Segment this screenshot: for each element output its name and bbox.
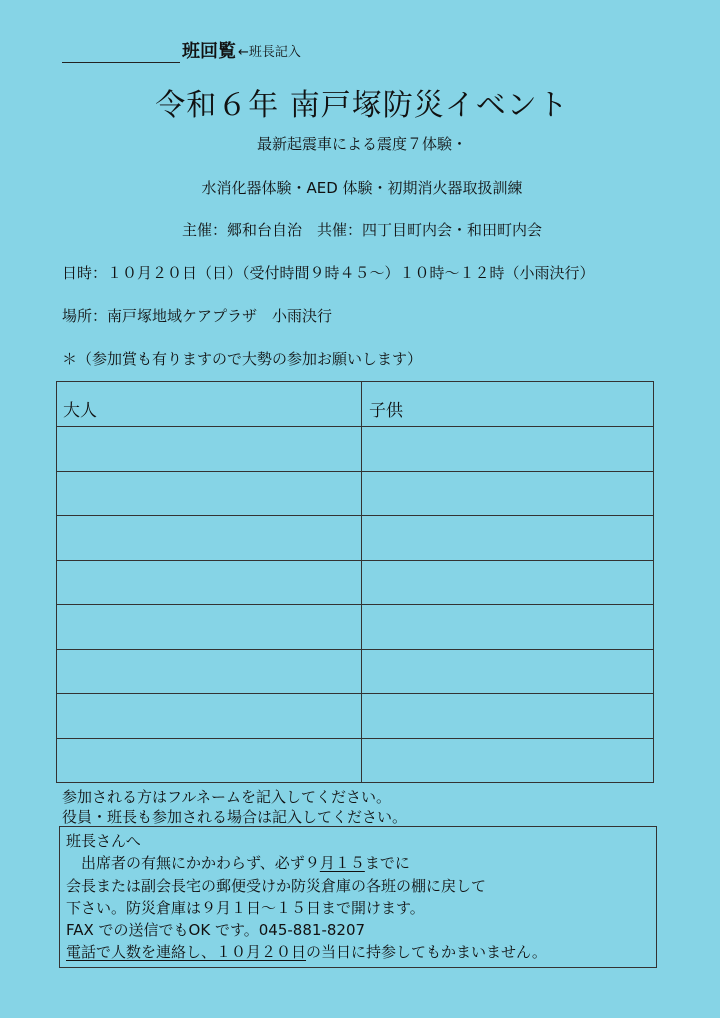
instruction-line-2: 役員・班長も参加される場合は記入してください。: [62, 808, 408, 826]
instruction-line-1: 参加される方はフルネームを記入してください。: [62, 788, 391, 806]
children-column-header: 子供: [369, 401, 403, 421]
event-subtitle-2: 水消化器体験・AED 体験・初期消火器取扱訓練: [201, 179, 523, 197]
notice-line-1: [66, 852, 410, 873]
deadline-date: 月１５: [319, 854, 365, 872]
adults-column-header: 大人: [63, 401, 97, 421]
event-title: 令和６年 南戸塚防災イベント: [155, 88, 569, 123]
table-row-line: [57, 471, 653, 472]
circulation-note: ←班長記入: [238, 45, 301, 60]
table-row-line: [57, 693, 653, 694]
table-row-line: [57, 515, 653, 516]
notice-line-5: [66, 941, 547, 962]
notice-line-2: 会長または副会長宅の郵便受けか防災倉庫の各班の棚に戻して: [66, 877, 487, 895]
notice-line-1-text: 出席者の有無にかかわらず、必ず９: [66, 854, 320, 872]
notice-line-1-end: までに: [364, 854, 410, 872]
table-row-line: [57, 604, 653, 605]
notice-line-5-end: の当日に持参してもかまいません。: [306, 943, 547, 961]
table-row-line: [57, 738, 653, 739]
event-datetime: 日時：１０月２０日（日）（受付時間９時４５～）１０時～１２時（小雨決行）: [62, 264, 595, 282]
column-divider: [361, 382, 362, 782]
table-row-line: [57, 560, 653, 561]
circulation-header: [62, 40, 301, 63]
event-venue: 場所：南戸塚地域ケアプラザ 小雨決行: [62, 307, 333, 325]
event-note: ＊（参加賞も有りますので大勢の参加お願いします）: [62, 350, 423, 368]
group-leader-notice: [59, 826, 657, 968]
circulation-title: 班回覧: [182, 41, 236, 62]
phone-contact-text: 電話で人数を連絡し、１０月２０日: [66, 943, 307, 961]
table-row-line: [57, 649, 653, 650]
table-row-line: [57, 426, 653, 427]
notice-line-4: FAX での送信でもOK です。045-881-8207: [66, 921, 366, 939]
participant-table: [56, 381, 654, 783]
notice-heading: 班長さんへ: [66, 832, 141, 850]
event-organizers: 主催：郷和台自治 共催：四丁目町内会・和田町内会: [181, 221, 542, 239]
notice-line-3: 下さい。防災倉庫は９月１日～１５日まで開けます。: [66, 899, 425, 917]
event-subtitle-1: 最新起震車による震度７体験・: [256, 135, 467, 153]
group-number-blank[interactable]: [62, 40, 180, 63]
